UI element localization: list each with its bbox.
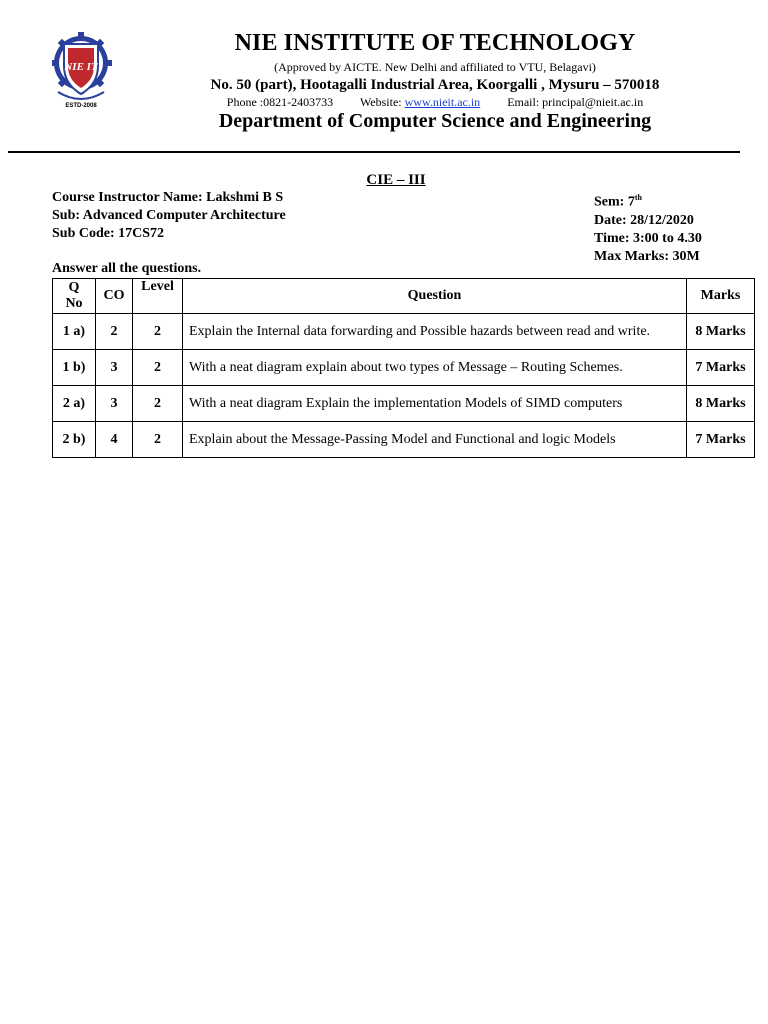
max-marks: Max Marks: 30M [594,248,700,264]
question-marks: 7 Marks [687,350,755,386]
table-header-row [53,279,755,314]
header-level: Level [133,279,183,314]
address: No. 50 (part), Hootagalli Industrial Area, Koorgalli , Mysuru – 570018 [210,77,660,93]
blooms-level: 2 [133,422,183,458]
blooms-level: 2 [133,386,183,422]
table-row [53,314,755,350]
semester [594,189,702,212]
header-question: Question [183,279,687,314]
question-number: 2 a) [53,386,96,422]
question-marks: 8 Marks [687,314,755,350]
institute-logo [52,30,112,114]
header-qno-line2: No [65,296,83,311]
blooms-level: 2 [133,314,183,350]
exam-details [594,189,702,266]
exam-time: Time: 3:00 to 4.30 [594,230,702,246]
course-outcome: 2 [96,314,133,350]
logo-text: NIE IT [64,61,98,73]
question-text: With a neat diagram Explain the implementation Models of SIMD computers [183,386,687,422]
table-row [53,386,755,422]
course-details [52,189,286,243]
semester-label: Sem: 7 [594,194,635,210]
course-outcome: 3 [96,350,133,386]
subject-name: Sub: Advanced Computer Architecture [52,208,286,223]
question-text: With a neat diagram explain about two types of Message – Routing Schemes. [183,350,687,386]
table-row [53,422,755,458]
approval-text: (Approved by AICTE. New Delhi and affiliated to VTU, Belagavi) [274,60,596,74]
question-table [52,278,755,458]
email: Email: principal@nieit.ac.in [507,95,644,109]
contact-line [120,95,750,110]
question-text: Explain about the Message-Passing Model and Functional and logic Models [183,422,687,458]
semester-suffix: th [634,193,642,202]
website-link[interactable]: www.nieit.ac.in [404,95,481,109]
table-row [53,350,755,386]
phone: Phone :0821-2403733 [226,95,334,109]
header-qno [53,279,96,314]
blooms-level: 2 [133,350,183,386]
institute-name: NIE INSTITUTE OF TECHNOLOGY [234,30,636,56]
exam-title: CIE – III [366,172,426,188]
header-qno-line1: Q [68,280,80,295]
header-marks: Marks [687,279,755,314]
exam-date: Date: 28/12/2020 [594,212,694,228]
question-text: Explain the Internal data forwarding and Possible hazards between read and write. [183,314,687,350]
header-co: CO [96,279,133,314]
subject-code: Sub Code: 17CS72 [52,226,165,241]
course-outcome: 4 [96,422,133,458]
header-divider [8,151,740,153]
question-marks: 7 Marks [687,422,755,458]
instruction: Answer all the questions. [52,261,202,276]
question-number: 2 b) [53,422,96,458]
logo-caption: ESTD-2008 [65,103,97,109]
question-number: 1 a) [53,314,96,350]
instructor-name: Course Instructor Name: Lakshmi B S [52,190,284,205]
course-outcome: 3 [96,386,133,422]
department-name: Department of Computer Science and Engineering [218,110,652,132]
website-label: Website: [359,95,402,109]
question-number: 1 b) [53,350,96,386]
question-marks: 8 Marks [687,386,755,422]
